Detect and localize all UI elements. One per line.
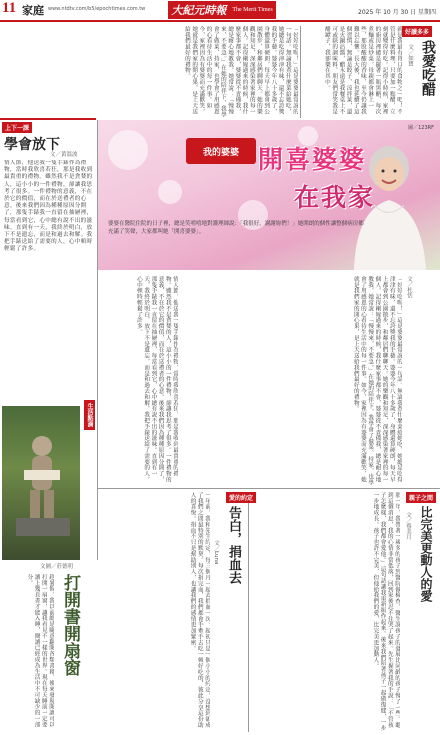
bokeh-shape — [158, 180, 182, 204]
article-title-reading: 打開書開扇窗 — [60, 574, 80, 676]
page-number: 11 — [2, 0, 17, 16]
logo-en: The Merit Times — [232, 7, 273, 13]
banner-title-line2: 在我家 — [294, 183, 376, 212]
article-title-love: 比完美更動人的愛 — [419, 506, 433, 602]
section-tag-left: 上下一課 — [2, 122, 32, 133]
left-column-rule — [0, 118, 96, 120]
article-author-blood: 文／Luna — [213, 540, 219, 565]
article-author-letgo: 文／黃溫波 — [50, 152, 78, 158]
logo-zh: 大紀元時報 — [171, 4, 227, 17]
banner-photo-credit: 圖／123RF — [408, 125, 434, 131]
article-body-vinegar: 就是我最有胃口的食物之一吧！不管是什麼料理，只要加一點醋，立刻就變得好吃。記得小時候，家裡的廚房裡總是擺著一瓶黑醋，每次煮麵或是炒菜，母親都會淋上一些，那股酸酸的香味，至今仍讓我難以忘懷。長大後，我也延續了這個習慣，無論是餃子、涼拌菜，還是火鍋沾醬，醋永遠是我餐桌上不可或缺的調味料。朋友們常笑我是醋罈子，我卻樂在其中。 — [323, 26, 402, 115]
page-header — [0, 0, 440, 22]
banner-title-line1: 開喜婆婆 — [258, 145, 367, 174]
column-divider — [300, 26, 301, 118]
newspaper-logo — [168, 1, 276, 19]
article-author-love: 文／蔡美月 — [405, 512, 411, 540]
article-author-vinegar: 文／如寶 — [407, 44, 413, 66]
bokeh-shape — [108, 130, 148, 170]
statue-photo — [2, 406, 80, 560]
article-body-top-middle: 「好好吃喔！」這是婆婆最常說的一句話。無論我煮什麼菜給她吃，她總是吃得津津有味，還不忘誇獎我的手藝。婆婆今年八十多歲了，身體還算硬朗，每天早上都會到公園散步，和鄰居們聊聊天。她的樂觀和知足，深深感染著家裡的每一個人。記得剛嫁過來的時候，我什麼家事都不會，婆婆從不責備我，總是耐心地教我。她常說：「慢慢來，不要急。」在她的陪伴下，我學會了做菜、持家，也學會了用感恩的心看待生活中的每一件事。如今，家裡因為有婆婆而充滿歡笑，她就是我們家的開心果，是上天送給我們最好的禮物。 — [183, 26, 298, 118]
article-body-blood: 一年前，我和先生約定，每三個月一起去捐血一次。起初只是一個小小的約定，沒想到卻成了我們之間最特別的默契。每次捐完血，我們都會手牽手去吃一頓好吃的，彼此分享這份助人的喜悅。捐血不只是幫助別人，也讓我們的感情更加緊密。 — [189, 492, 210, 728]
reading-boy-statue-icon — [2, 406, 80, 560]
section-tag-life: 生活點滴 — [84, 400, 95, 430]
article-body-main-cont: 情人節，他送我一隻手錶作為禮物，當時我欣喜若狂，那是我收到最貴重的禮物。雖然我不是貪婪的人，這小小的一件禮物，卻讓我思考了很多。一件禮物的意義，不在於它的價值，而在於送禮者的心意。後來我們因為種種原因分開了，那隻手錶我一直留在抽屜裡，每當看到它，心中總有說不出的滋味。直到有一天，我終於明白，放下不是遺忘，而是和過去和解。我把手錶送給了需要的人，心中頓時輕鬆了許多。 — [135, 276, 178, 483]
reading-photo-credit: 文圖／莊德明 — [40, 564, 74, 570]
article-body-main: 「好好吃喔！」這是婆婆最常說的一句話。無論我煮什麼菜給她吃，她總是吃得津津有味，還不忘誇獎我的手藝。婆婆今年八十多歲了，身體還算硬朗，每天早上都會到公園散步，和鄰居們聊聊天。她的樂觀和知足，深深感染著家裡的每一個人。記得剛嫁過來的時候，我什麼家事都不會，婆婆從不責備我，總是耐心地教我。她常說：「慢慢來，不要急。」在她的陪伴下，我學會了做菜、持家，也學會了用感恩的心看待生活中的每一件事。如今，家裡因為有婆婆而充滿歡笑，她就是我們家的開心果，是上天送給我們最好的禮物。 — [352, 276, 402, 486]
section-tag-right: 好讀多多 — [402, 26, 432, 37]
section-tag-family: 親子之間 — [406, 492, 436, 503]
horizontal-divider — [98, 488, 440, 489]
article-title-blood: 告白，捐血去 — [226, 506, 241, 584]
column-divider — [248, 492, 249, 732]
banner-lead-text: 婆婆在醫院住院的日子裡，總是笑嘻嘻地對護理師說：「我很好，謝謝妳們！」她開朗的個性讓整個病房都充滿了笑聲，大家都叫她「開喜婆婆」。 — [108, 221, 364, 235]
issue-date: 2025 年 10 月 30 日 星期四 — [358, 9, 436, 16]
article-author-main: 文／杜恬 — [406, 276, 412, 298]
website-url[interactable]: www.ntdtv.com/b5/epochtimes.com.tw — [48, 6, 146, 12]
article-title-vinegar: 我愛吃醋 — [420, 40, 436, 96]
feature-banner — [98, 120, 440, 270]
section-name: 家庭 — [22, 4, 44, 17]
banner-column-tag: 我的婆婆 — [186, 138, 256, 164]
article-body-letgo: 情人節，他送我一隻手錶作為禮物，當時我欣喜若狂，那是我收到最貴重的禮物。雖然我不是貪婪的人，這小小的一件禮物，卻讓我思考了很多。一件禮物的意義，不在於它的價值，而在於送禮者的心意。後來我們因為種種原因分開了，那隻手錶我一直留在抽屜裡，每當看到它，心中總有說不出的滋味。直到有一天，我終於明白，放下不是遺忘，而是和過去和解。我把手錶送給了需要的人，心中頓時輕鬆了許多。 — [4, 160, 93, 253]
section-tag-promise: 愛的約定 — [226, 492, 256, 503]
article-body-love: 那一年，我帶著一歲多的孩子到醫院做檢查，醫生說孩子的發展比同齡的孩子慢了一些。聽到這個消息，我的心情非常低落，回到家後忍不住哭了起來。先生握著我的手說：「不管孩子怎麼樣，我們都會愛他。」這句話讓我重新振作起來。後來我們陪著孩子一起做復健，一步一步地成長。孩子也許不完美，但他給我們的愛，比完美更加動人。 — [372, 492, 400, 732]
article-title-letgo: 學會放下 — [4, 137, 60, 153]
article-body-reading: 趁暑假，我以前總是隨意翻閱各類書籍，後來發現閱讀可以打開一扇窗，讓我看見不一樣的世界。現在每天睡前一定要讀上幾頁書才能入睡，閱讀已經成為生活中不可缺少的一部分。 — [26, 574, 54, 728]
